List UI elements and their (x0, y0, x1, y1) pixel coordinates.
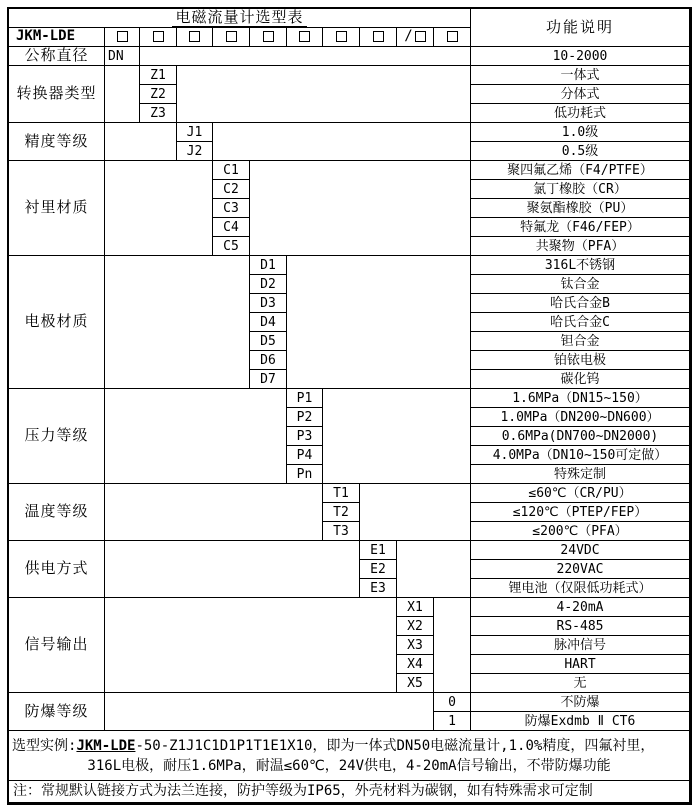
checkbox-cell-slash (397, 28, 434, 47)
spacer-cell (105, 693, 434, 731)
example-prefix: 选型实例: (12, 737, 77, 754)
code-cell: D2 (250, 275, 287, 294)
desc-cell: 低功耗式 (471, 104, 690, 123)
spacer-cell (434, 598, 471, 693)
checkbox-cell (360, 28, 397, 47)
code-cell: X2 (397, 617, 434, 636)
desc-cell: ≤120℃（PTEP/FEP） (471, 503, 690, 522)
desc-cell: 钛合金 (471, 275, 690, 294)
desc-cell: 220VAC (471, 560, 690, 579)
spacer-cell (105, 389, 287, 484)
code-cell: X3 (397, 636, 434, 655)
code-cell: E2 (360, 560, 397, 579)
code-cell: Z3 (140, 104, 177, 123)
code-cell: C4 (213, 218, 250, 237)
desc-cell: 氯丁橡胶（CR） (471, 180, 690, 199)
code-cell: J1 (177, 123, 213, 142)
desc-cell: RS-485 (471, 617, 690, 636)
desc-cell: 聚氨酯橡胶（PU） (471, 199, 690, 218)
desc-cell: 锂电池（仅限低功耗式） (471, 579, 690, 598)
desc-cell: 不防爆 (471, 693, 690, 712)
checkbox-icon (299, 31, 310, 42)
spacer-cell (105, 484, 323, 541)
section-label: 电极材质 (9, 256, 105, 389)
code-cell: Z2 (140, 85, 177, 104)
spacer-cell (397, 541, 471, 598)
checkbox-cell (105, 28, 140, 47)
desc-cell: 特殊定制 (471, 465, 690, 484)
desc-cell: 铂铱电极 (471, 351, 690, 370)
section-label: 防爆等级 (9, 693, 105, 731)
desc-cell: 0.6MPa(DN700~DN2000) (471, 427, 690, 446)
spacer-cell (177, 66, 471, 123)
spacer-cell (323, 389, 471, 484)
desc-cell: HART (471, 655, 690, 674)
code-cell: X4 (397, 655, 434, 674)
table-title (9, 9, 471, 28)
section-label: 温度等级 (9, 484, 105, 541)
code-cell: D7 (250, 370, 287, 389)
checkbox-cell (250, 28, 287, 47)
code-cell: C5 (213, 237, 250, 256)
checkbox-icon (189, 31, 200, 42)
desc-cell: 无 (471, 674, 690, 693)
note-text: 注：常规默认链接方式为法兰连接，防护等级为IP65，外壳材料为碳钢，如有特殊需求可定制 (9, 781, 690, 803)
code-cell: Z1 (140, 66, 177, 85)
function-header: 功能说明 (471, 9, 690, 47)
code-cell: E1 (360, 541, 397, 560)
selection-table (7, 7, 692, 805)
desc-cell: 一体式 (471, 66, 690, 85)
spacer-cell (360, 484, 471, 541)
example-model: JKM-LDE (76, 737, 136, 754)
spacer-cell (105, 256, 250, 389)
code-cell: E3 (360, 579, 397, 598)
code-cell: D5 (250, 332, 287, 351)
checkbox-cell (177, 28, 213, 47)
desc-cell: 防爆Exdmb Ⅱ CT6 (471, 712, 690, 731)
checkbox-cell (323, 28, 360, 47)
spacer-cell (105, 541, 360, 598)
slash-mark: / (404, 28, 413, 44)
code-cell: P4 (287, 446, 323, 465)
desc-cell: 0.5级 (471, 142, 690, 161)
section-label: 压力等级 (9, 389, 105, 484)
code-cell: P2 (287, 408, 323, 427)
spacer-cell (213, 123, 471, 161)
section-label: 供电方式 (9, 541, 105, 598)
checkbox-icon (117, 31, 128, 42)
checkbox-icon (415, 31, 426, 42)
code-cell: 0 (434, 693, 471, 712)
table-title-text: 电磁流量计选型表 (172, 10, 306, 27)
code-cell: D4 (250, 313, 287, 332)
section-label: 转换器类型 (9, 66, 105, 123)
example-line2: 316L电极，耐压1.6MPa，耐温≤60℃，24V供电，4-20mA信号输出，不带防爆功能 (87, 757, 611, 774)
checkbox-cell (287, 28, 323, 47)
code-cell: C2 (213, 180, 250, 199)
desc-cell: 哈氏合金B (471, 294, 690, 313)
spacer-cell (250, 161, 471, 256)
code-cell: D1 (250, 256, 287, 275)
spacer-cell (105, 161, 213, 256)
checkbox-icon (263, 31, 274, 42)
code-cell: C1 (213, 161, 250, 180)
checkbox-icon (373, 31, 384, 42)
spacer-cell (105, 123, 177, 161)
code-cell: D6 (250, 351, 287, 370)
checkbox-cell (140, 28, 177, 47)
code-cell: T1 (323, 484, 360, 503)
spacer-cell (287, 256, 471, 389)
section-label: 衬里材质 (9, 161, 105, 256)
section-label: 公称直径 (9, 47, 105, 66)
section-label: 精度等级 (9, 123, 105, 161)
code-cell: X1 (397, 598, 434, 617)
checkbox-icon (226, 31, 237, 42)
code-cell: T2 (323, 503, 360, 522)
desc-cell: 分体式 (471, 85, 690, 104)
desc-cell: 特氟龙（F46/FEP） (471, 218, 690, 237)
code-cell: D3 (250, 294, 287, 313)
checkbox-icon (153, 31, 164, 42)
desc-cell: 脉冲信号 (471, 636, 690, 655)
spacer-cell (140, 47, 471, 66)
checkbox-icon (336, 31, 347, 42)
desc-cell: ≤200℃（PFA） (471, 522, 690, 541)
code-cell: DN (105, 47, 140, 66)
checkbox-cell (213, 28, 250, 47)
checkbox-icon (447, 31, 458, 42)
code-cell: X5 (397, 674, 434, 693)
desc-cell: 共聚物（PFA） (471, 237, 690, 256)
desc-cell: 4-20mA (471, 598, 690, 617)
code-cell: C3 (213, 199, 250, 218)
desc-cell: 1.0级 (471, 123, 690, 142)
model-prefix: JKM-LDE (9, 28, 105, 47)
example-block (9, 731, 690, 781)
code-cell: J2 (177, 142, 213, 161)
desc-cell: 钽合金 (471, 332, 690, 351)
section-label: 信号输出 (9, 598, 105, 693)
spacer-cell (105, 598, 397, 693)
code-cell: 1 (434, 712, 471, 731)
desc-cell: 10-2000 (471, 47, 690, 66)
desc-cell: 316L不锈钢 (471, 256, 690, 275)
desc-cell: 1.0MPa（DN200~DN600） (471, 408, 690, 427)
code-cell: Pn (287, 465, 323, 484)
spacer-cell (105, 66, 140, 123)
code-cell: P3 (287, 427, 323, 446)
code-cell: T3 (323, 522, 360, 541)
checkbox-cell (434, 28, 471, 47)
desc-cell: 1.6MPa（DN15~150） (471, 389, 690, 408)
desc-cell: 24VDC (471, 541, 690, 560)
desc-cell: 聚四氟乙烯（F4/PTFE） (471, 161, 690, 180)
desc-cell: 碳化钨 (471, 370, 690, 389)
example-line1 (12, 736, 686, 756)
desc-cell: ≤60℃（CR/PU） (471, 484, 690, 503)
example-line1-rest: -50-Z1J1C1D1P1T1E1X10，即为一体式DN50电磁流量计,1.0%精度，四氟衬里， (135, 737, 655, 754)
desc-cell: 哈氏合金C (471, 313, 690, 332)
code-cell: P1 (287, 389, 323, 408)
desc-cell: 4.0MPa（DN10~150可定做） (471, 446, 690, 465)
